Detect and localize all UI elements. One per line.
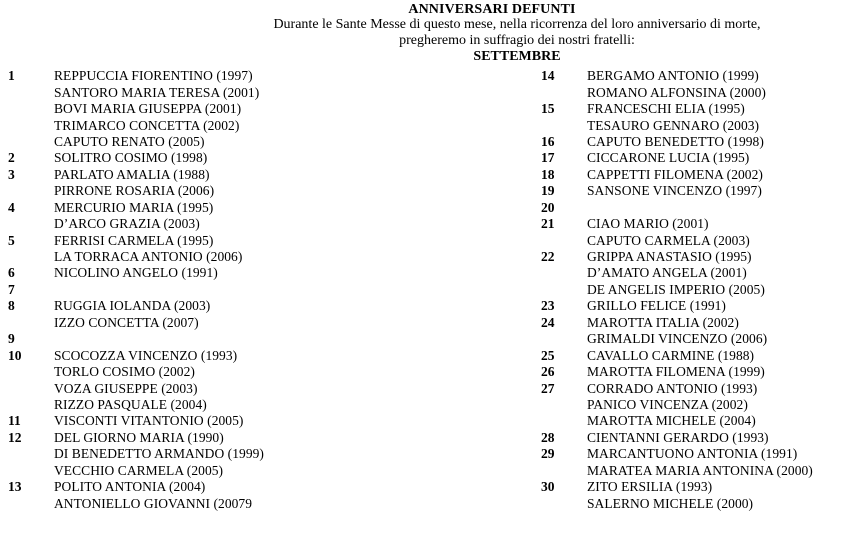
deceased-name: LA TORRACA ANTONIO (2006): [54, 249, 243, 265]
list-row: [8, 183, 264, 199]
day-number: 20: [541, 199, 555, 215]
list-row: [8, 68, 264, 84]
day-number: 10: [8, 347, 22, 363]
deceased-name: DEL GIORNO MARIA (1990): [54, 429, 224, 445]
deceased-name: PARLATO AMALIA (1988): [54, 166, 210, 182]
list-row: [541, 200, 813, 216]
list-row: [8, 232, 264, 248]
deceased-name: FRANCESCHI ELIA (1995): [587, 101, 745, 117]
list-row: [541, 495, 813, 511]
deceased-name: REPPUCCIA FIORENTINO (1997): [54, 68, 253, 84]
day-number: 2: [8, 150, 15, 166]
day-number: 9: [8, 331, 15, 347]
deceased-name: GRIPPA ANASTASIO (1995): [587, 249, 752, 265]
deceased-name: CORRADO ANTONIO (1993): [587, 380, 758, 396]
list-row: [541, 347, 813, 363]
day-number: 14: [541, 68, 555, 84]
deceased-name: MARCANTUONO ANTONIA (1991): [587, 446, 798, 462]
day-number: 15: [541, 101, 555, 117]
deceased-name: ZITO ERSILIA (1993): [587, 479, 713, 495]
list-row: [541, 117, 813, 133]
deceased-name: CAPUTO CARMELA (2003): [587, 232, 750, 248]
deceased-name: TRIMARCO CONCETTA (2002): [54, 117, 240, 133]
list-row: [8, 134, 264, 150]
list-row: [8, 117, 264, 133]
deceased-name: MARATEA MARIA ANTONINA (2000): [587, 462, 813, 478]
deceased-name: PANICO VINCENZA (2002): [587, 396, 748, 412]
right-column-list: [541, 68, 813, 512]
deceased-name: DI BENEDETTO ARMANDO (1999): [54, 446, 264, 462]
deceased-name: GRIMALDI VINCENZO (2006): [587, 331, 768, 347]
day-number: 7: [8, 281, 15, 297]
list-row: [8, 298, 264, 314]
list-row: [541, 380, 813, 396]
list-row: [8, 150, 264, 166]
list-row: [8, 347, 264, 363]
day-number: 24: [541, 314, 555, 330]
list-row: [8, 315, 264, 331]
deceased-name: CAPPETTI FILOMENA (2002): [587, 166, 763, 182]
list-row: [8, 364, 264, 380]
deceased-name: SOLITRO COSIMO (1998): [54, 150, 208, 166]
deceased-name: ANTONIELLO GIOVANNI (20079: [54, 495, 253, 511]
list-row: [541, 446, 813, 462]
list-row: [8, 331, 264, 347]
list-row: [541, 84, 813, 100]
deceased-name: VOZA GIUSEPPE (2003): [54, 380, 198, 396]
deceased-name: MAROTTA MICHELE (2004): [587, 413, 756, 429]
intro-line-1: Durante le Sante Messe di questo mese, nella ricorrenza del loro anniversario di morte,: [273, 17, 761, 32]
list-row: [8, 397, 264, 413]
day-number: 26: [541, 364, 555, 380]
list-row: [8, 200, 264, 216]
day-number: 29: [541, 446, 555, 462]
day-number: 21: [541, 216, 555, 232]
day-number: 13: [8, 479, 22, 495]
day-number: 30: [541, 479, 555, 495]
deceased-name: CIENTANNI GERARDO (1993): [587, 429, 769, 445]
deceased-name: MAROTTA ITALIA (2002): [587, 314, 739, 330]
deceased-name: CAVALLO CARMINE (1988): [587, 347, 755, 363]
list-row: [8, 282, 264, 298]
deceased-name: D’AMATO ANGELA (2001): [587, 265, 747, 281]
deceased-name: CAPUTO RENATO (2005): [54, 133, 205, 149]
list-row: [541, 479, 813, 495]
list-row: [541, 167, 813, 183]
left-column-list: [8, 68, 264, 512]
deceased-name: SANTORO MARIA TERESA (2001): [54, 84, 260, 100]
list-row: [541, 298, 813, 314]
deceased-name: PIRRONE ROSARIA (2006): [54, 183, 215, 199]
list-row: [541, 413, 813, 429]
month-heading: SETTEMBRE: [473, 49, 561, 64]
list-row: [8, 463, 264, 479]
deceased-name: TESAURO GENNARO (2003): [587, 117, 760, 133]
day-number: 8: [8, 298, 15, 314]
deceased-name: ROMANO ALFONSINA (2000): [587, 84, 766, 100]
day-number: 18: [541, 166, 555, 182]
list-row: [541, 134, 813, 150]
day-number: 17: [541, 150, 555, 166]
list-row: [8, 265, 264, 281]
list-row: [8, 495, 264, 511]
list-row: [8, 479, 264, 495]
list-row: [541, 364, 813, 380]
day-number: 3: [8, 166, 15, 182]
deceased-name: SCOCOZZA VINCENZO (1993): [54, 347, 238, 363]
deceased-name: MAROTTA FILOMENA (1999): [587, 364, 765, 380]
list-row: [541, 397, 813, 413]
deceased-name: IZZO CONCETTA (2007): [54, 314, 199, 330]
day-number: 28: [541, 429, 555, 445]
document-header: [0, 2, 854, 64]
deceased-name: MERCURIO MARIA (1995): [54, 199, 214, 215]
document-title: ANNIVERSARI DEFUNTI: [408, 2, 576, 17]
deceased-name: GRILLO FELICE (1991): [587, 298, 726, 314]
deceased-name: SANSONE VINCENZO (1997): [587, 183, 762, 199]
deceased-name: BERGAMO ANTONIO (1999): [587, 68, 759, 84]
list-row: [541, 150, 813, 166]
list-row: [541, 430, 813, 446]
list-row: [541, 331, 813, 347]
deceased-name: RIZZO PASQUALE (2004): [54, 396, 207, 412]
deceased-name: SALERNO MICHELE (2000): [587, 495, 754, 511]
list-row: [8, 167, 264, 183]
list-row: [8, 216, 264, 232]
list-row: [541, 183, 813, 199]
deceased-name: CAPUTO BENEDETTO (1998): [587, 133, 764, 149]
list-row: [8, 84, 264, 100]
day-number: 27: [541, 380, 555, 396]
list-row: [541, 315, 813, 331]
day-number: 23: [541, 298, 555, 314]
list-row: [541, 101, 813, 117]
list-row: [541, 216, 813, 232]
deceased-name: D’ARCO GRAZIA (2003): [54, 216, 200, 232]
day-number: 25: [541, 347, 555, 363]
intro-line-2: pregheremo in suffragio dei nostri fratelli:: [399, 33, 635, 48]
list-row: [8, 249, 264, 265]
deceased-name: BOVI MARIA GIUSEPPA (2001): [54, 101, 242, 117]
day-number: 12: [8, 429, 22, 445]
list-row: [8, 101, 264, 117]
list-row: [541, 232, 813, 248]
day-number: 5: [8, 232, 15, 248]
list-row: [541, 463, 813, 479]
deceased-name: DE ANGELIS IMPERIO (2005): [587, 281, 765, 297]
day-number: 22: [541, 249, 555, 265]
deceased-name: TORLO COSIMO (2002): [54, 364, 195, 380]
deceased-name: VECCHIO CARMELA (2005): [54, 462, 224, 478]
deceased-name: CICCARONE LUCIA (1995): [587, 150, 750, 166]
day-number: 6: [8, 265, 15, 281]
list-row: [8, 380, 264, 396]
day-number: 4: [8, 199, 15, 215]
list-row: [8, 413, 264, 429]
deceased-name: VISCONTI VITANTONIO (2005): [54, 413, 244, 429]
deceased-name: FERRISI CARMELA (1995): [54, 232, 214, 248]
deceased-name: RUGGIA IOLANDA (2003): [54, 298, 211, 314]
list-row: [8, 430, 264, 446]
list-row: [8, 446, 264, 462]
day-number: 19: [541, 183, 555, 199]
day-number: 16: [541, 133, 555, 149]
list-row: [541, 68, 813, 84]
list-row: [541, 249, 813, 265]
day-number: 11: [8, 413, 21, 429]
list-row: [541, 265, 813, 281]
deceased-name: CIAO MARIO (2001): [587, 216, 709, 232]
deceased-name: NICOLINO ANGELO (1991): [54, 265, 218, 281]
list-row: [541, 282, 813, 298]
day-number: 1: [8, 68, 15, 84]
deceased-name: POLITO ANTONIA (2004): [54, 479, 206, 495]
